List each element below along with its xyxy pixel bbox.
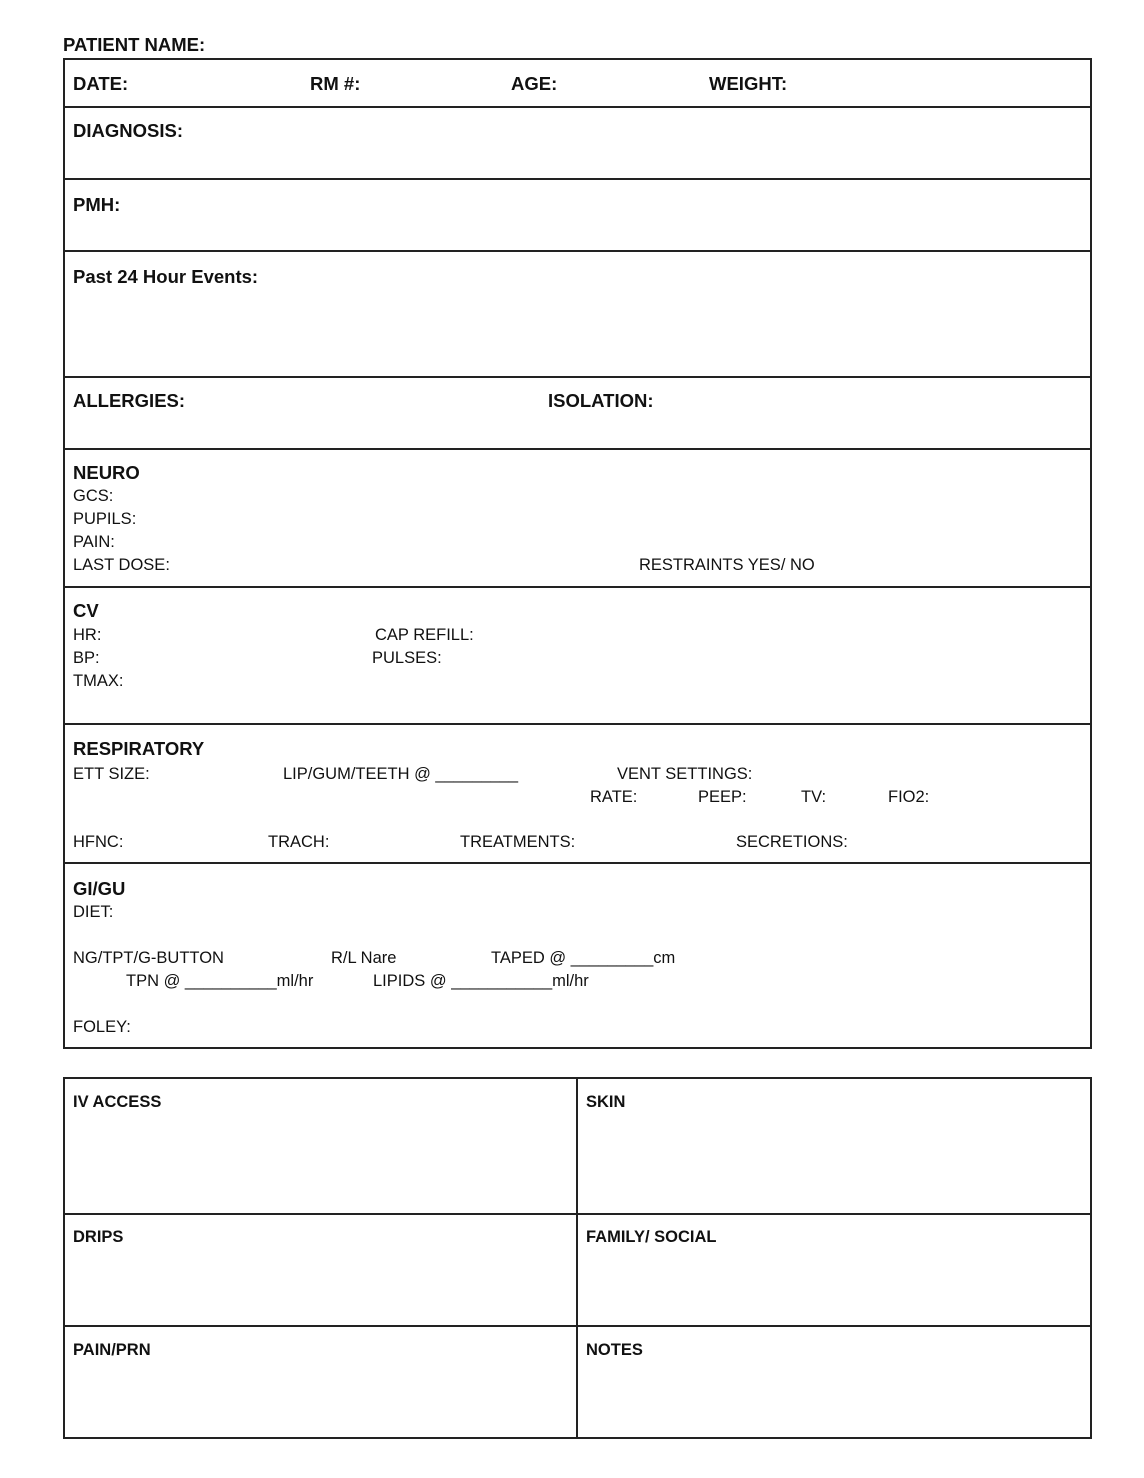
- family-social-label: FAMILY/ SOCIAL: [586, 1228, 717, 1246]
- vent-settings-label: VENT SETTINGS:: [617, 765, 753, 783]
- respiratory-title: RESPIRATORY: [73, 738, 205, 759]
- peep-label: PEEP:: [698, 788, 747, 806]
- diagnosis-label: DIAGNOSIS:: [73, 120, 183, 141]
- cap-refill-label: CAP REFILL:: [375, 626, 474, 644]
- ett-size-label: ETT SIZE:: [73, 765, 150, 783]
- pulses-label: PULSES:: [372, 649, 442, 667]
- pmh-label: PMH:: [73, 194, 121, 215]
- restraints-label: RESTRAINTS YES/ NO: [639, 556, 815, 574]
- lip-gum-teeth-label: LIP/GUM/TEETH @ _________: [283, 765, 519, 783]
- cv-title: CV: [73, 600, 99, 621]
- hfnc-label: HFNC:: [73, 833, 124, 851]
- tmax-label: TMAX:: [73, 672, 124, 690]
- taped-label: TAPED @ _________cm: [491, 949, 676, 967]
- treatments-label: TREATMENTS:: [460, 833, 576, 851]
- pupils-label: PUPILS:: [73, 510, 137, 528]
- notes-label: NOTES: [586, 1341, 643, 1359]
- trach-label: TRACH:: [268, 833, 330, 851]
- age-label: AGE:: [511, 73, 558, 94]
- hr-label: HR:: [73, 626, 102, 644]
- diet-label: DIET:: [73, 903, 114, 921]
- secretions-label: SECRETIONS:: [736, 833, 848, 851]
- skin-label: SKIN: [586, 1093, 626, 1111]
- tpn-label: TPN @ __________ml/hr: [126, 972, 314, 990]
- gi-gu-title: GI/GU: [73, 878, 126, 899]
- iv-access-label: IV ACCESS: [73, 1093, 162, 1111]
- drips-label: DRIPS: [73, 1228, 124, 1246]
- allergies-label: ALLERGIES:: [73, 390, 186, 411]
- isolation-label: ISOLATION:: [548, 390, 654, 411]
- lipids-label: LIPIDS @ ___________ml/hr: [373, 972, 589, 990]
- foley-label: FOLEY:: [73, 1018, 131, 1036]
- nare-label: R/L Nare: [331, 949, 397, 967]
- patient-name-label: PATIENT NAME:: [63, 34, 206, 55]
- date-label: DATE:: [73, 73, 129, 94]
- gcs-label: GCS:: [73, 487, 114, 505]
- last-dose-label: LAST DOSE:: [73, 556, 170, 574]
- rate-label: RATE:: [590, 788, 638, 806]
- tv-label: TV:: [801, 788, 827, 806]
- weight-label: WEIGHT:: [709, 73, 788, 94]
- fio2-label: FIO2:: [888, 788, 930, 806]
- ng-tpt-g-button-label: NG/TPT/G-BUTTON: [73, 949, 224, 967]
- room-number-label: RM #:: [310, 73, 361, 94]
- bp-label: BP:: [73, 649, 100, 667]
- pain-label: PAIN:: [73, 533, 115, 551]
- pain-prn-label: PAIN/PRN: [73, 1341, 151, 1359]
- past-24-hour-events-label: Past 24 Hour Events:: [73, 266, 259, 287]
- neuro-title: NEURO: [73, 462, 140, 483]
